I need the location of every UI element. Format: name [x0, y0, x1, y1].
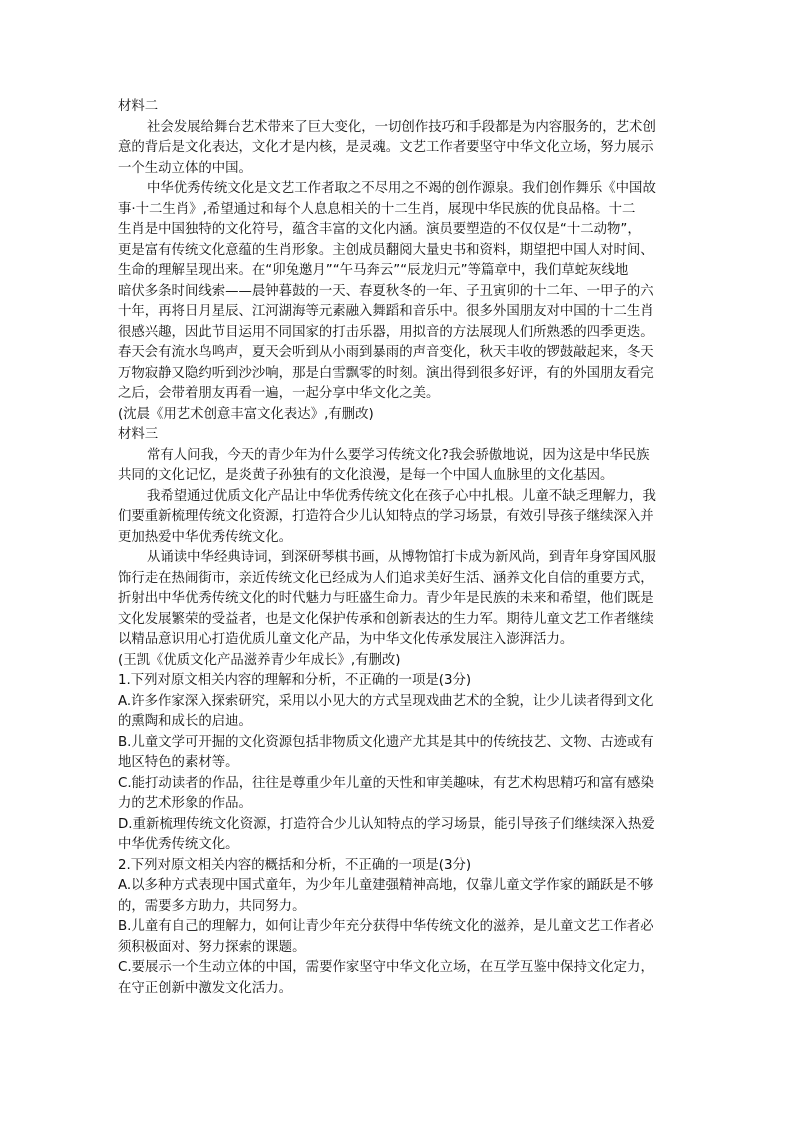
- option-text: B.儿童有自己的理解力，如何让青少年充分获得中华传统文化的滋养，是儿童文艺工作者必: [118, 919, 654, 934]
- option-b[interactable]: [118, 733, 680, 774]
- option-a[interactable]: [118, 692, 680, 733]
- option-c[interactable]: [118, 774, 680, 815]
- material2-source: (沈晨《用艺术创意丰富文化表达》,有删改): [118, 406, 374, 422]
- text-line: 事·十二生肖》,希望通过和每个人息息相关的十二生肖，展现中华民族的优良品格。十二: [118, 201, 636, 217]
- text-line: 暗伏多条时间线索——晨钟暮鼓的一天、春夏秋冬的一年、子丑寅卯的十二年、一甲子的六: [118, 283, 654, 299]
- option-text: C.要展示一个生动立体的中国，需要作家坚守中华文化立场，在互学互鉴中保持文化定力，: [118, 960, 654, 975]
- option-text: 的熏陶和成长的启迪。: [118, 714, 252, 729]
- text-line: 更是富有传统文化意蕴的生肖形象。主创成员翻阅大量史书和资料，期望把中国人对时间、: [118, 242, 654, 258]
- material2-paragraph-1: [118, 118, 680, 180]
- text-line: 以精品意识用心打造优质儿童文化产品，为中华文化传承发展注入澎湃活力。: [118, 632, 574, 647]
- text-line: 文化发展繁荣的受益者，也是文化保护传承和创新表达的生力军。期待儿童文艺工作者继续: [118, 611, 654, 627]
- text-line: 我希望通过优质文化产品让中华优秀传统文化在孩子心中扎根。儿童不缺乏理解力，我: [147, 488, 656, 504]
- material3-paragraph-2: [118, 487, 680, 549]
- text-line: 常有人问我，今天的青少年为什么要学习传统文化?我会骄傲地说，因为这是中华民族: [147, 447, 650, 463]
- question-1: [118, 671, 680, 856]
- question-2: [118, 856, 680, 1000]
- material3-paragraph-1: [118, 446, 680, 487]
- material2-heading: 材料二: [118, 99, 159, 114]
- option-text: 在守正创新中激发文化活力。: [118, 980, 293, 996]
- text-line: 意的背后是文化表达，文化才是内核，是灵魂。文艺工作者要坚守中华文化立场，努力展示: [118, 140, 654, 155]
- text-line: 们要重新梳理传统文化资源，打造符合少儿认知特点的学习场景，有效引导孩子继续深入并: [118, 509, 654, 524]
- text-line: 很感兴趣，因此节目运用不同国家的打击乐器，用拟音的方法展现人们所熟悉的四季更迭。: [118, 324, 654, 340]
- question-stem: 1.下列对原文相关内容的理解和分析，不正确的一项是(3分): [118, 673, 472, 688]
- text-line: 从诵读中华经典诗词，到深研琴棋书画，从博物馆打卡成为新风尚，到青年身穿国风服: [147, 550, 656, 565]
- text-line: 万物寂静又隐约听到沙沙响，那是白雪飘零的时刻。演出得到很多好评，有的外国朋友看完: [118, 365, 654, 381]
- text-line: 一个生动立体的中国。: [118, 160, 252, 176]
- text-line: 折射出中华优秀传统文化的时代魅力与旺盛生命力。青少年是民族的未来和希望，他们既是: [118, 591, 654, 606]
- option-c[interactable]: [118, 958, 680, 999]
- text-line: 社会发展给舞台艺术带来了巨大变化，一切创作技巧和手段都是为内容服务的，艺术创: [147, 119, 656, 135]
- option-text: 地区特色的素材等。: [118, 755, 239, 770]
- option-text: 的，需要多方助力，共同努力。: [118, 898, 306, 914]
- option-text: B.儿童文学可开掘的文化资源包括非物质文化遗产尤其是其中的传统技艺、文物、古迹或有: [118, 734, 654, 750]
- material2-paragraph-2: [118, 179, 680, 405]
- option-b[interactable]: [118, 917, 680, 958]
- text-line: 之后，会带着朋友再看一遍，一起分享中华文化之美。: [118, 386, 440, 401]
- option-text: D.重新梳理传统文化资源，打造符合少儿认知特点的学习场景，能引导孩子们继续深入热爱: [118, 816, 655, 832]
- question-stem: 2.下列对原文相关内容的概括和分析，不正确的一项是(3分): [118, 857, 472, 873]
- option-d[interactable]: [118, 815, 680, 856]
- text-line: 中华优秀传统文化是文艺工作者取之不尽用之不竭的创作源泉。我们创作舞乐《中国故: [147, 181, 656, 196]
- text-line: 更加热爱中华优秀传统文化。: [118, 529, 293, 545]
- option-text: A.许多作家深入探索研究，采用以小见大的方式呈现戏曲艺术的全貌，让少儿读者得到文化: [118, 693, 654, 709]
- option-text: A.以多种方式表现中国式童年，为少年儿童建强精神高地，仅靠儿童文学作家的踊跃是不够: [118, 878, 654, 893]
- material3-source: (王凯《优质文化产品滋养青少年成长》,有删改): [118, 652, 401, 668]
- text-line: 共同的文化记忆，是炎黄子孙独有的文化浪漫，是每一个中国人血脉里的文化基因。: [118, 468, 614, 483]
- option-a[interactable]: [118, 876, 680, 917]
- option-text: 力的艺术形象的作品。: [118, 796, 252, 811]
- page-content: [118, 97, 680, 999]
- option-text: 须积极面对、努力探索的课题。: [118, 939, 306, 955]
- text-line: 春天会有流水鸟鸣声，夏天会听到从小雨到暴雨的声音变化，秋天丰收的锣鼓敲起来，冬天: [118, 345, 654, 360]
- text-line: 生肖是中国独特的文化符号，蕴含丰富的文化内涵。演员要塑造的不仅仅是“十二动物”，: [118, 222, 641, 237]
- material3-paragraph-3: [118, 548, 680, 651]
- text-line: 生命的理解呈现出来。在“卯兔邀月”“午马奔云”“辰龙归元”等篇章中，我们草蛇灰线地: [118, 263, 629, 278]
- option-text: 中华优秀传统文化。: [118, 837, 239, 852]
- text-line: 十年，再将日月星辰、江河湖海等元素融入舞蹈和音乐中。很多外国朋友对中国的十二生肖: [118, 304, 654, 319]
- option-text: C.能打动读者的作品，往往是尊重少年儿童的天性和审美趣味，有艺术构思精巧和富有感染: [118, 775, 654, 791]
- text-line: 饰行走在热闹街市，亲近传统文化已经成为人们追求美好生活、涵养文化自信的重要方式，: [118, 570, 654, 586]
- material3-heading: 材料三: [118, 427, 159, 442]
